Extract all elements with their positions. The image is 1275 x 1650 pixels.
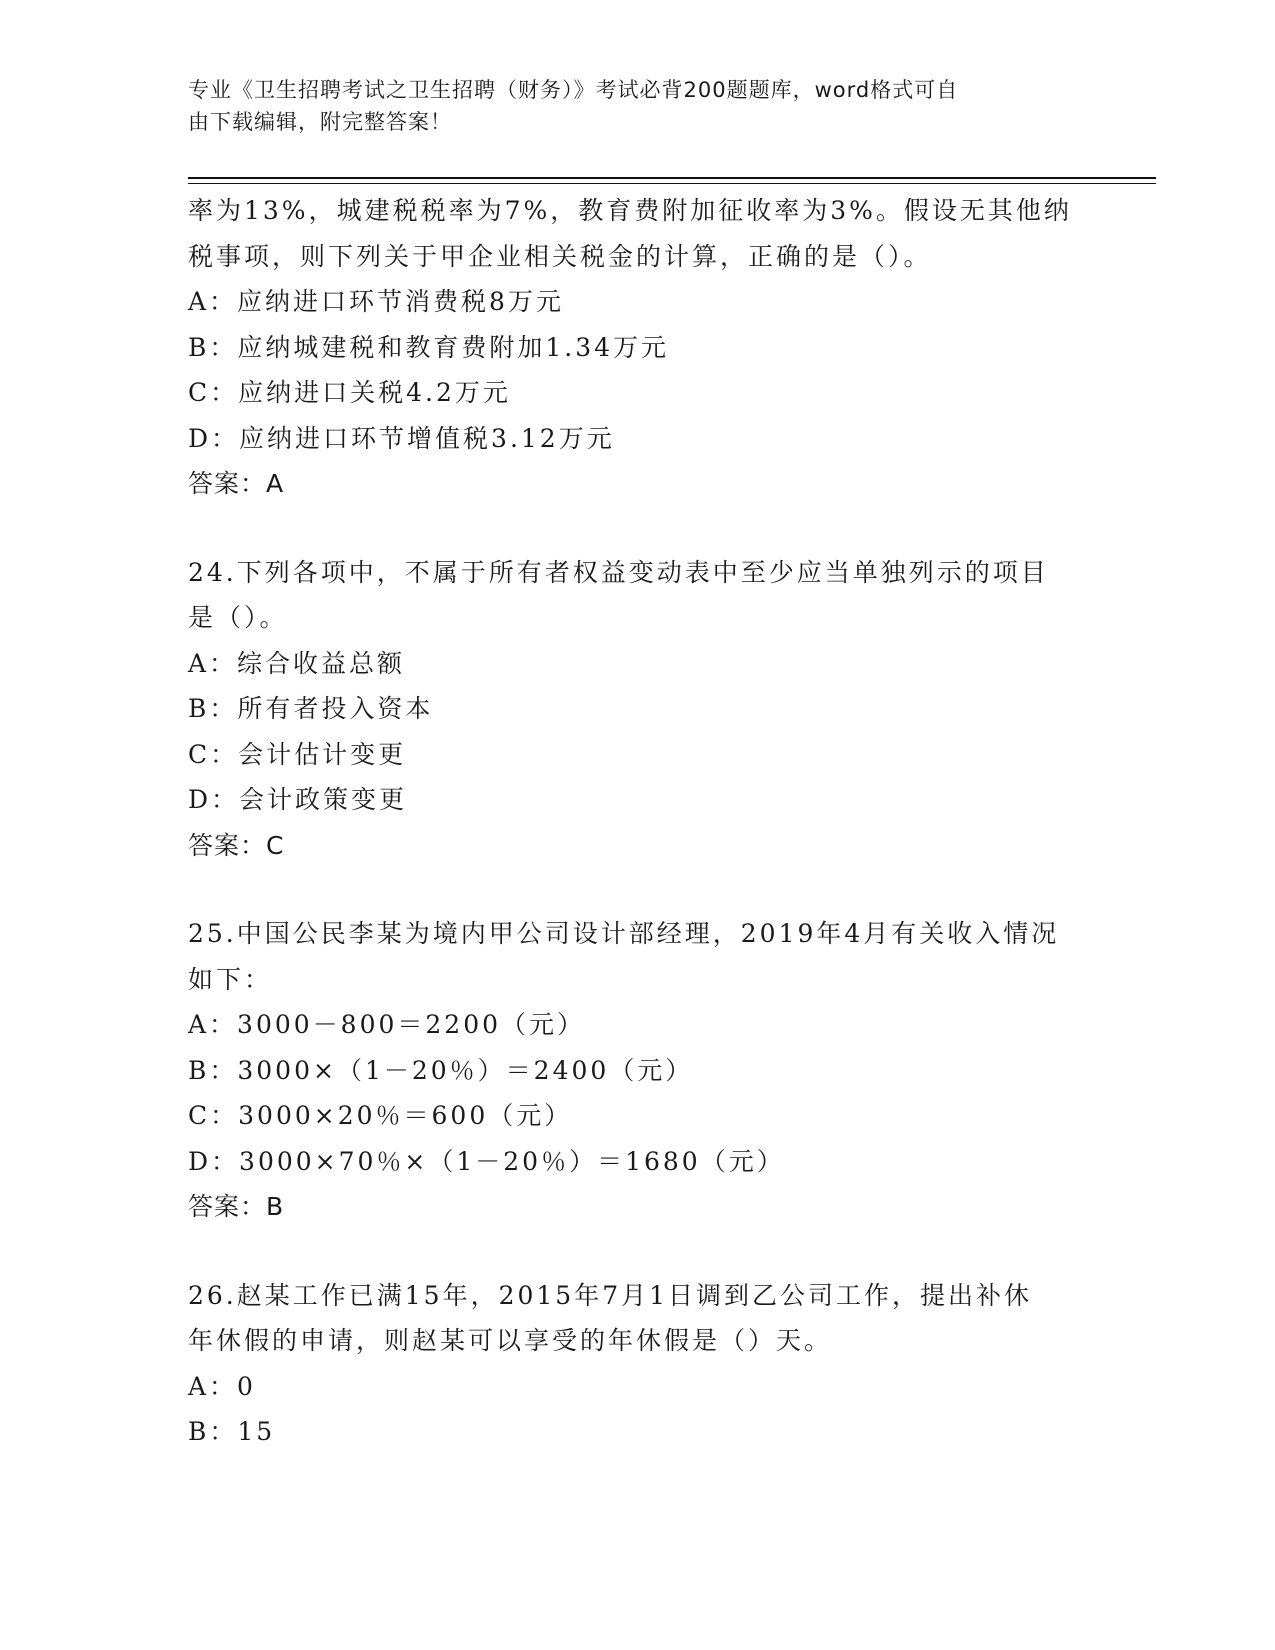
question-stem: 率为13%，城建税税率为7%，教育费附加征收率为3%。假设无其他纳 (188, 196, 1072, 225)
option-d: D：会计政策变更 (188, 785, 408, 814)
question-stem: 税事项，则下列关于甲企业相关税金的计算，正确的是（）。 (188, 241, 932, 271)
option-a: A：3000－800＝2200（元） (188, 1010, 586, 1039)
answer: 答案：A (188, 469, 285, 498)
header-line-2: 由下载编辑，附完整答案！ (188, 110, 452, 134)
question-stem: 26.赵某工作已满15年，2015年7月1日调到乙公司工作，提出补休 (188, 1280, 1033, 1310)
option-a: A：应纳进口环节消费税8万元 (188, 287, 564, 316)
header-rule-thick (188, 177, 1156, 179)
option-a: A：0 (188, 1371, 256, 1401)
option-c: C：会计估计变更 (188, 739, 407, 769)
option-b: B：应纳城建税和教育费附加1.34万元 (188, 332, 670, 362)
answer: 答案：C (188, 830, 285, 860)
option-c: C：3000×20％＝600（元） (188, 1101, 573, 1130)
question-stem: 24.下列各项中，不属于所有者权益变动表中至少应当单独列示的项目 (188, 557, 1049, 587)
option-b: B：15 (188, 1417, 276, 1446)
question-25 (188, 911, 1088, 1230)
question-stem: 25.中国公民李某为境内甲公司设计部经理，2019年4月有关收入情况 (188, 919, 1060, 948)
spacer (188, 868, 1088, 911)
question-stem: 如下： (188, 964, 273, 994)
question-23 (188, 188, 1088, 507)
question-24 (188, 550, 1088, 869)
header-line-1: 专业《卫生招聘考试之卫生招聘（财务）》考试必背200题题库，word格式可自 (188, 78, 959, 102)
document-header (188, 74, 1088, 138)
spacer (188, 1230, 1088, 1273)
option-b: B：所有者投入资本 (188, 694, 434, 723)
question-stem: 年休假的申请，则赵某可以享受的年休假是（）天。 (188, 1326, 833, 1355)
option-d: D：3000×70％×（1－20％）＝1680（元） (188, 1146, 785, 1176)
answer: 答案：B (188, 1192, 285, 1221)
spacer (188, 507, 1088, 550)
option-b: B：3000×（1－20％）＝2400（元） (188, 1055, 694, 1085)
document-body (188, 188, 1088, 1455)
option-a: A：综合收益总额 (188, 648, 406, 678)
question-stem: 是（）。 (188, 603, 288, 632)
option-c: C：应纳进口关税4.2万元 (188, 378, 511, 407)
header-rule-thin (188, 183, 1156, 184)
question-26 (188, 1273, 1088, 1455)
option-d: D：应纳进口环节增值税3.12万元 (188, 423, 615, 453)
